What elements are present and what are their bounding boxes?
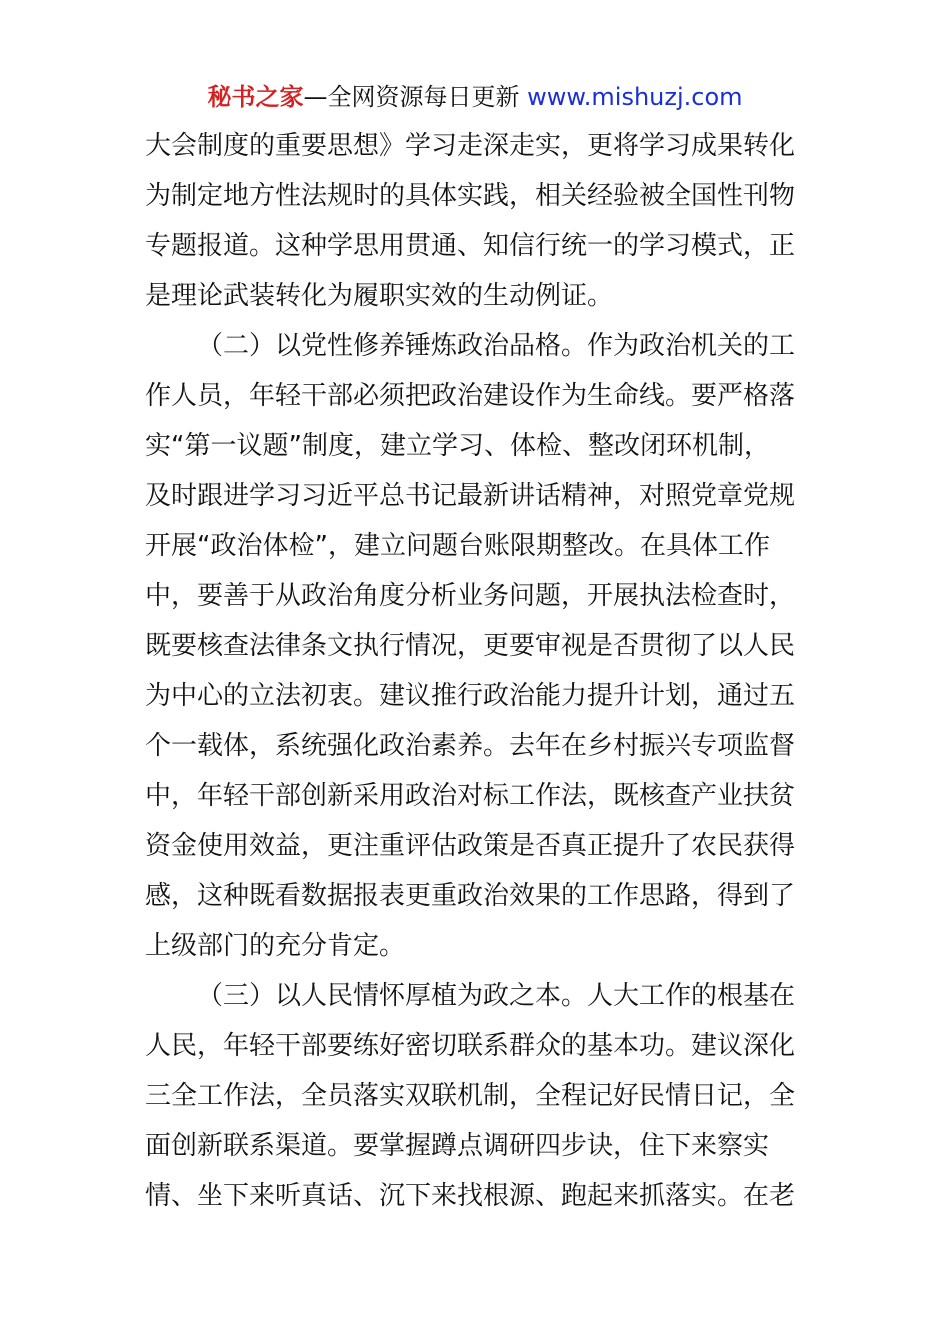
text-line: 专题报道。这种学思用贯通、知信行统一的学习模式，正: [145, 231, 796, 261]
text-line: 既要核查法律条文执行情况，更要审视是否贯彻了以人民: [145, 631, 796, 661]
paragraph-heading-line: （二）以党性修养锤炼政治品格。作为政治机关的工: [197, 331, 796, 361]
paragraph-heading-line: （三）以人民情怀厚植为政之本。人大工作的根基在: [197, 981, 796, 1011]
text-line: 实“第一议题”制度，建立学习、体检、整改闭环机制，: [145, 431, 770, 461]
header-tagline: —全网资源每日更新: [303, 83, 520, 111]
text-line: 为中心的立法初衷。建议推行政治能力提升计划，通过五: [145, 681, 796, 711]
text-line: 感，这种既看数据报表更重政治效果的工作思路，得到了: [145, 881, 796, 911]
text-line: 资金使用效益，更注重评估政策是否真正提升了农民获得: [145, 831, 796, 861]
site-url-link[interactable]: www.mishuzj.com: [527, 83, 743, 111]
document-body: [145, 121, 807, 1221]
text-line: 面创新联系渠道。要掌握蹲点调研四步诀，住下来察实: [145, 1131, 770, 1161]
text-line: 三全工作法，全员落实双联机制，全程记好民情日记，全: [145, 1081, 796, 1111]
text-line: 作人员，年轻干部必须把政治建设作为生命线。要严格落: [145, 381, 796, 411]
text-line: 是理论武装转化为履职实效的生动例证。: [145, 281, 614, 311]
page-header: [0, 80, 950, 114]
text-line: 开展“政治体检”，建立问题台账限期整改。在具体工作: [145, 531, 770, 561]
brand-name: 秘书之家: [207, 83, 304, 111]
text-line: 为制定地方性法规时的具体实践，相关经验被全国性刊物: [145, 181, 796, 211]
text-line: 及时跟进学习习近平总书记最新讲话精神，对照党章党规: [145, 481, 796, 511]
text-line: 大会制度的重要思想》学习走深走实，更将学习成果转化: [145, 131, 796, 161]
text-line: 中，要善于从政治角度分析业务问题，开展执法检查时，: [145, 581, 796, 611]
text-line: 中，年轻干部创新采用政治对标工作法，既核查产业扶贫: [145, 781, 796, 811]
text-line: 上级部门的充分肯定。: [145, 931, 406, 961]
text-line: 情、坐下来听真话、沉下来找根源、跑起来抓落实。在老: [145, 1181, 796, 1211]
text-line: 人民，年轻干部要练好密切联系群众的基本功。建议深化: [145, 1031, 796, 1061]
text-line: 个一载体，系统强化政治素养。去年在乡村振兴专项监督: [145, 731, 796, 761]
